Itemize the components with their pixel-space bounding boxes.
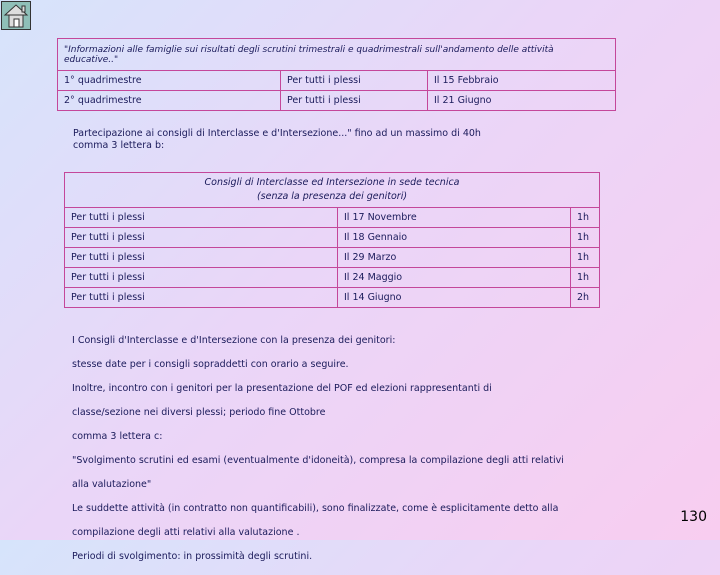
- cell: 1h: [571, 208, 600, 228]
- cell: Per tutti i plessi: [65, 268, 338, 288]
- cell: Il 21 Giugno: [428, 91, 616, 111]
- cell: Per tutti i plessi: [65, 228, 338, 248]
- table-header: "Informazioni alle famiglie sui risultati degli scrutini trimestrali e quadrimestrali sull'andamento delle attività educative..": [58, 39, 616, 71]
- cell: 1h: [571, 228, 600, 248]
- cell: 1h: [571, 268, 600, 288]
- cell: Per tutti i plessi: [281, 91, 428, 111]
- text-line: classe/sezione nei diversi plessi; periodo fine Ottobre: [72, 407, 326, 418]
- text-line: alla valutazione": [72, 479, 152, 490]
- home-icon: [2, 2, 30, 29]
- notes-text: [72, 323, 564, 575]
- intro-text: [73, 128, 481, 152]
- page-number: 130: [680, 509, 707, 525]
- cell: 2° quadrimestre: [58, 91, 281, 111]
- text-line: comma 3 lettera b:: [73, 140, 165, 151]
- text-line: Inoltre, incontro con i genitori per la presentazione del POF ed elezioni rappresentanti di: [72, 383, 492, 394]
- text-line: Partecipazione ai consigli di Interclasse e d'Intersezione..." fino ad un massimo di 40h: [73, 128, 481, 139]
- table-row: [58, 91, 616, 111]
- header-line: (senza la presenza dei genitori): [256, 191, 408, 202]
- text-line: stesse date per i consigli sopraddetti con orario a seguire.: [72, 359, 349, 370]
- cell: Per tutti i plessi: [65, 288, 338, 308]
- cell: Il 15 Febbraio: [428, 71, 616, 91]
- text-line: compilazione degli atti relativi alla valutazione .: [72, 527, 300, 538]
- cell: 1h: [571, 248, 600, 268]
- table-row: [58, 71, 616, 91]
- cell: Per tutti i plessi: [281, 71, 428, 91]
- home-button[interactable]: [1, 1, 31, 30]
- cell: Per tutti i plessi: [65, 208, 338, 228]
- cell: Il 29 Marzo: [338, 248, 571, 268]
- cell: Il 18 Gennaio: [338, 228, 571, 248]
- scrutini-table: [57, 38, 616, 111]
- table-row: [65, 208, 600, 228]
- cell: 2h: [571, 288, 600, 308]
- text-line: I Consigli d'Interclasse e d'Intersezione con la presenza dei genitori:: [72, 335, 396, 346]
- cell: Il 24 Maggio: [338, 268, 571, 288]
- cell: Per tutti i plessi: [65, 248, 338, 268]
- text-line: Le suddette attività (in contratto non quantificabili), sono finalizzate, come è esplicitamente detto alla: [72, 503, 559, 514]
- table-row: [65, 288, 600, 308]
- table-row: [65, 268, 600, 288]
- cell: Il 17 Novembre: [338, 208, 571, 228]
- table-header: [65, 173, 600, 208]
- cell: 1° quadrimestre: [58, 71, 281, 91]
- table-row: [65, 228, 600, 248]
- table-row: [65, 248, 600, 268]
- text-line: "Svolgimento scrutini ed esami (eventualmente d'idoneità), compresa la compilazione degli atti relativi: [72, 455, 564, 466]
- cell: Il 14 Giugno: [338, 288, 571, 308]
- text-line: comma 3 lettera c:: [72, 431, 163, 442]
- consigli-table: [64, 172, 600, 308]
- header-line: Consigli di Interclasse ed Intersezione in sede tecnica: [204, 177, 460, 188]
- text-line: Periodi di svolgimento: in prossimità degli scrutini.: [72, 551, 313, 562]
